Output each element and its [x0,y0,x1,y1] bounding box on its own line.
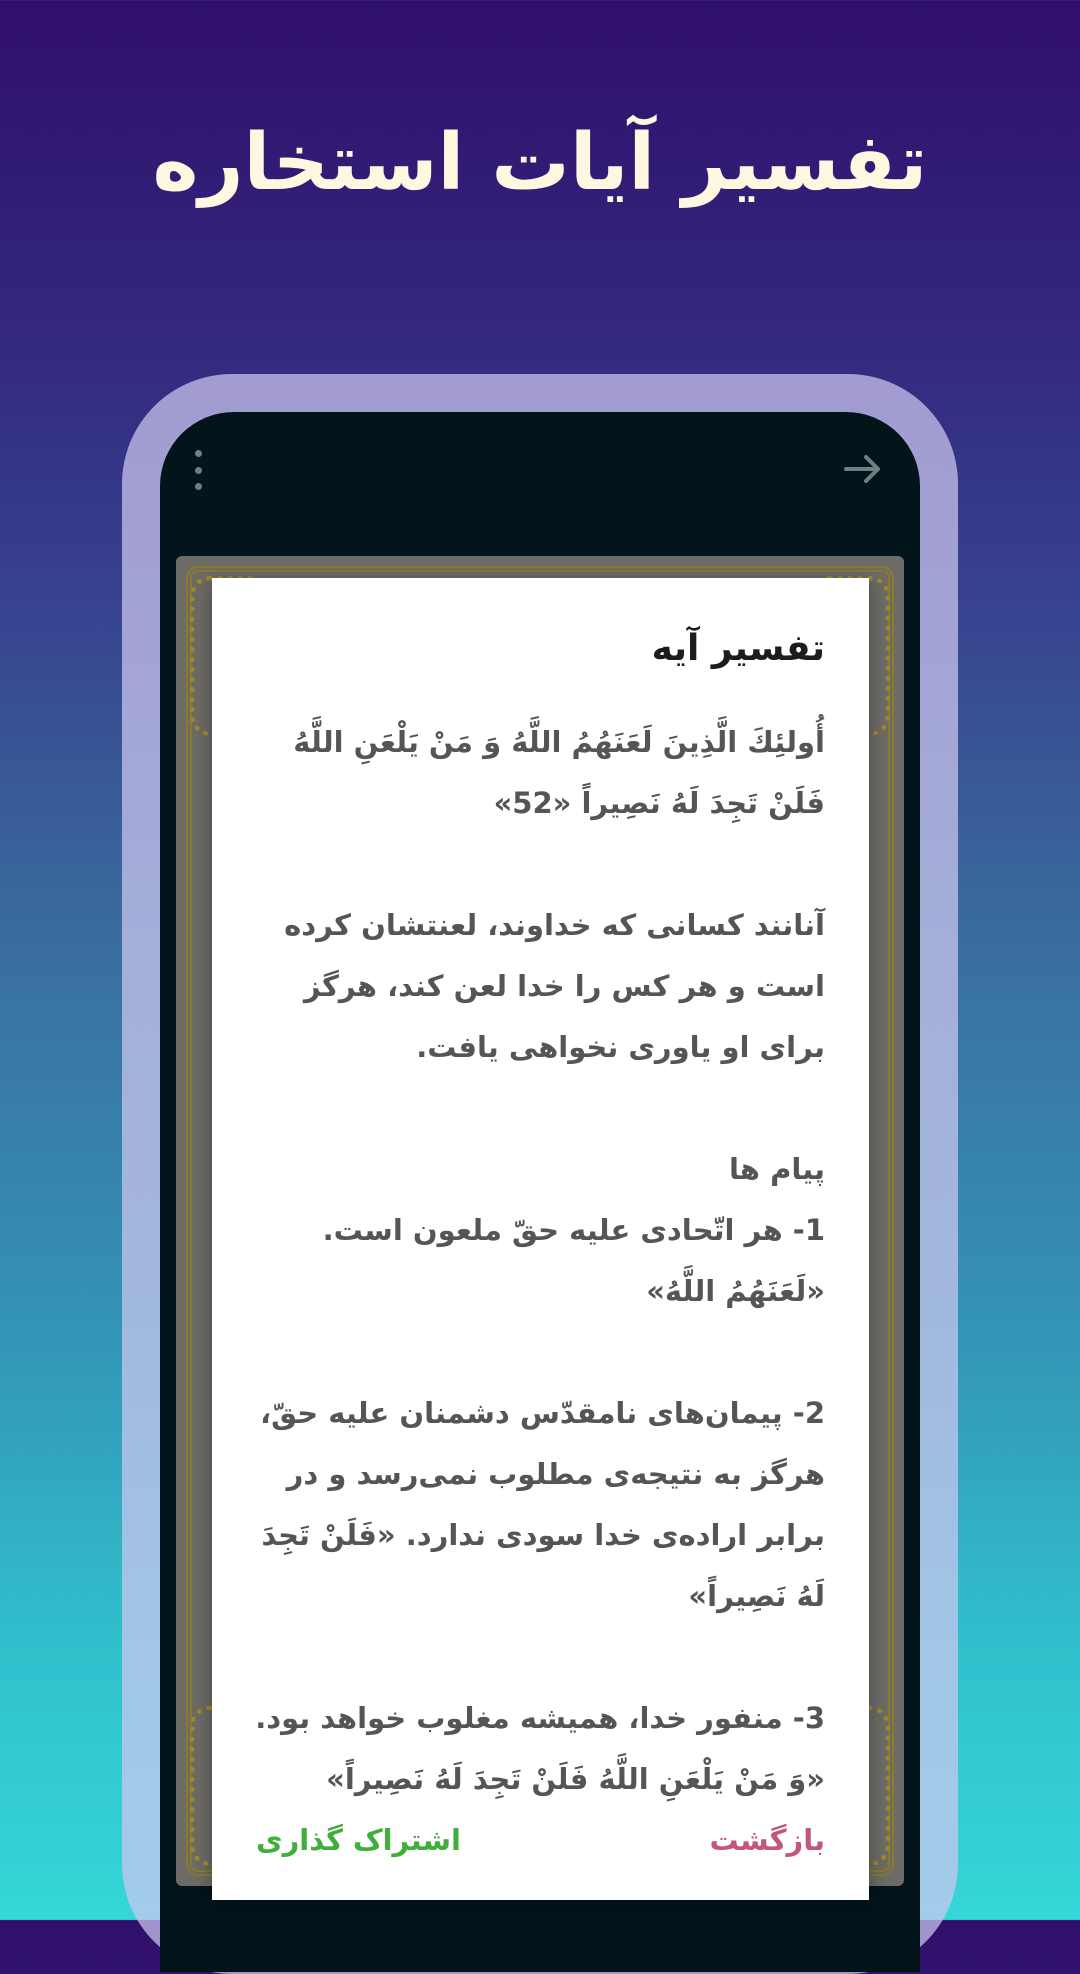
tafsir-dialog [212,578,869,1900]
tafsir-text: أُولئِكَ الَّذِينَ لَعَنَهُمُ اللَّهُ وَ مَنْ يَلْعَنِ اللَّهُ فَلَنْ تَجِدَ لَهُ نَصِيراً «52» آنانند کسانى که خداوند، لعنتشان کرده است و هر کس را خدا لعن کند، هرگز براى او یاورى نخواهى یافت. پیام ها 1- هر اتّحادى علیه حقّ ملعون است. «لَعَنَهُمُ اللَّهُ» 2- پیمان‌هاى نامقدّس دشمنان علیه حقّ، هرگز به نتیجه‌ى مطلوب نمى‌رسد و در برابر اراده‌ى خدا سودى ندارد. «فَلَنْ تَجِدَ لَهُ نَصِيراً» 3- منفور خدا، همیشه مغلوب خواهد بود. «وَ مَنْ يَلْعَنِ اللَّهُ فَلَنْ تَجِدَ لَهُ نَصِيراً» [255,725,825,1796]
back-button[interactable]: بازگشت [709,1823,825,1857]
dialog-actions [256,1810,825,1870]
promo-title: تفسیر آیات استخاره [152,118,928,208]
share-button[interactable]: اشتراک گذاری [256,1823,461,1857]
more-vert-icon[interactable] [190,450,206,490]
dialog-title: تفسیر آیه [651,628,825,669]
arrow-right-icon[interactable] [840,446,886,492]
